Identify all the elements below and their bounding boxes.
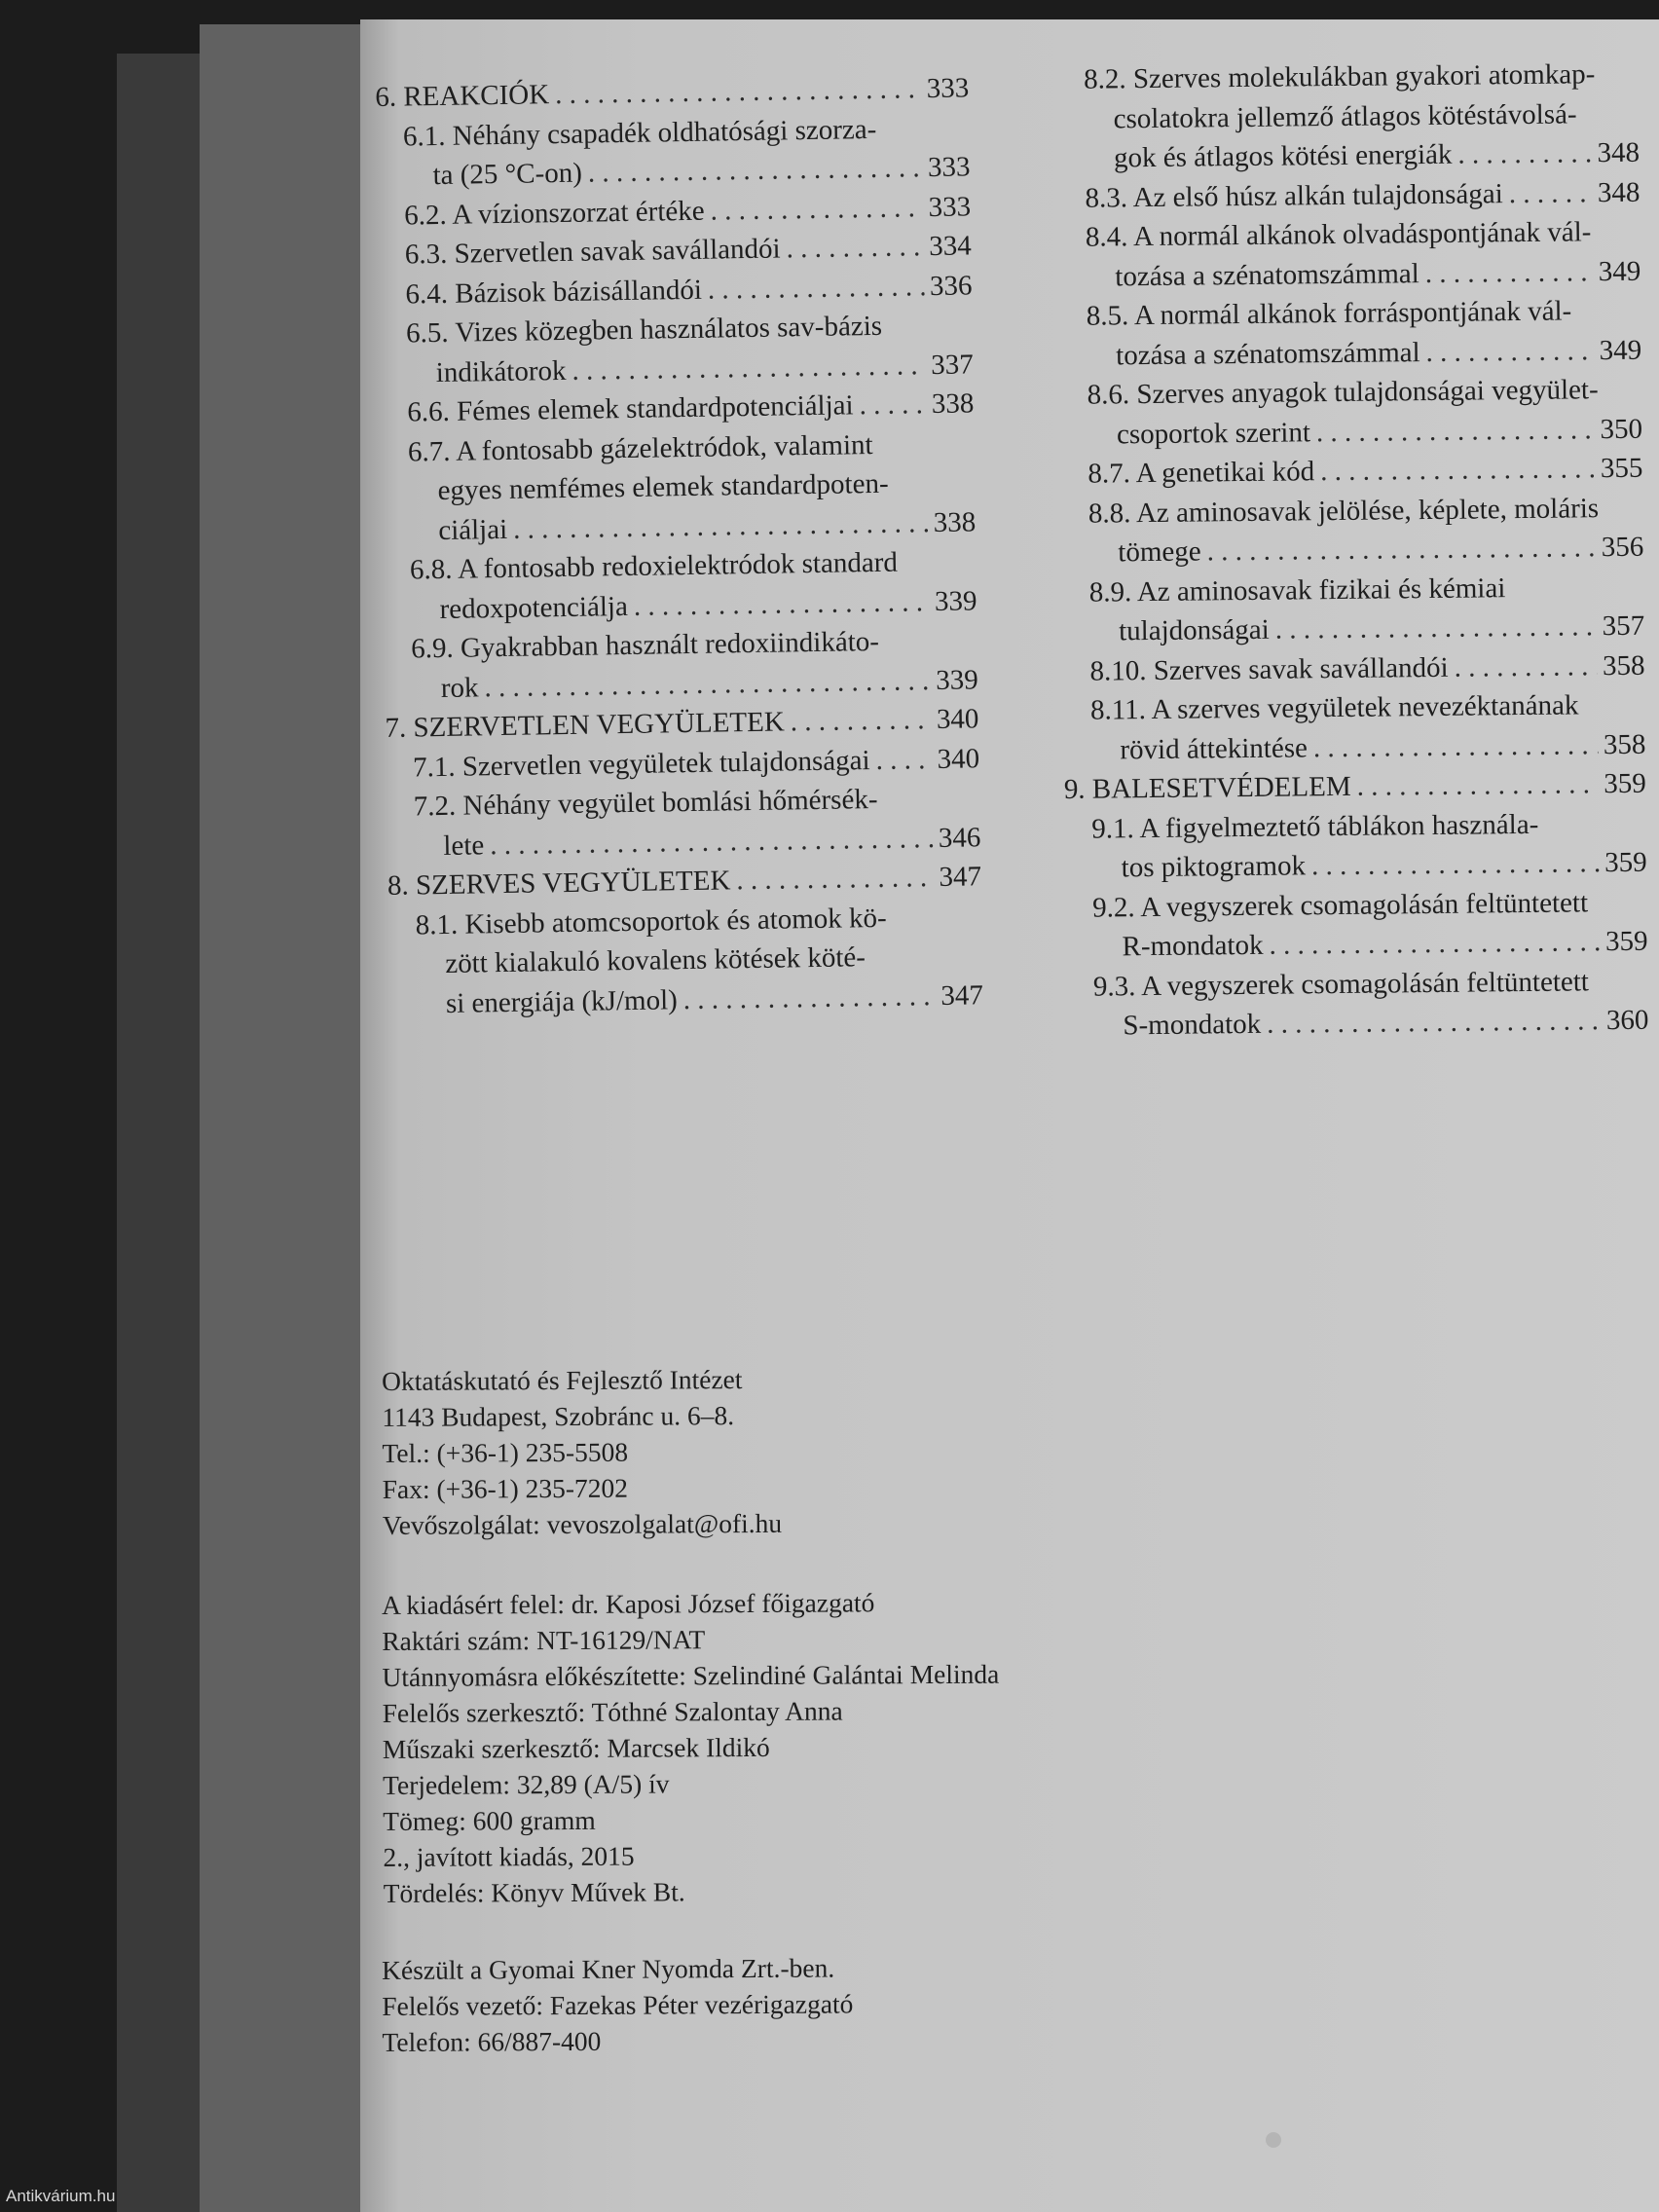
toc-page-number: 350 <box>1600 413 1643 445</box>
toc-entry-title: 8. SZERVES VEGYÜLETEK <box>387 865 731 902</box>
colophon-line: Műszaki szerkesztő: Marcsek Ildikó <box>382 1731 770 1764</box>
toc-entry <box>1060 449 1642 495</box>
toc-leader-dots <box>859 385 926 425</box>
toc-leader-dots <box>682 977 935 1020</box>
toc-section <box>1065 922 1647 968</box>
toc-entry <box>1056 55 1640 179</box>
toc-entry <box>1064 803 1647 888</box>
toc-page-number: 337 <box>930 348 974 381</box>
toc-leader-dots <box>633 582 929 626</box>
toc-entry-title: rövid áttekintése <box>1120 731 1309 765</box>
toc-page-number: 347 <box>940 978 984 1012</box>
toc-entry <box>1058 212 1641 297</box>
toc-column-right <box>1056 55 1649 1047</box>
toc-entry <box>376 108 971 197</box>
toc-leader-dots <box>1269 922 1600 965</box>
book-page <box>360 19 1659 2212</box>
toc-section <box>1059 330 1641 376</box>
colophon-line: Tördelés: Könyv Művek Bt. <box>383 1876 685 1908</box>
toc-entry <box>1061 488 1644 572</box>
toc-entry-title: 9. BALESETVÉDELEM <box>1063 770 1351 805</box>
colophon-line: A kiadásért felel: dr. Kaposi József főigazgató <box>382 1587 875 1620</box>
toc-leader-dots <box>1313 725 1598 768</box>
toc-entry-title: 6. REAKCIÓK <box>375 79 550 113</box>
toc-entry-title: 6.3. Szervetlen savak savállandói <box>404 233 781 271</box>
toc-leader-dots <box>1425 252 1593 293</box>
toc-entry-title: 6.4. Bázisok bázisállandói <box>405 274 703 311</box>
toc-page-number: 339 <box>934 584 977 617</box>
toc-page-number: 334 <box>929 230 973 263</box>
toc-leader-dots <box>1454 646 1597 687</box>
toc-section <box>1057 133 1640 179</box>
colophon-line: Utánnyomásra előkészítette: Szelindiné Galántai Melinda <box>382 1658 1000 1692</box>
colophon-line: Tömeg: 600 gramm <box>383 1804 596 1836</box>
toc-leader-dots <box>555 69 921 114</box>
toc-entry-title: S-mondatok <box>1123 1008 1262 1042</box>
toc-page-number: 349 <box>1598 255 1641 287</box>
toc-entry-line: csolatokra jellemző átlagos kötéstávolsá- <box>1113 97 1577 134</box>
toc-entry-line: 9.2. A vegyszerek csomagolásán feltüntetett <box>1091 886 1589 924</box>
toc-page-number: 358 <box>1602 649 1645 682</box>
toc-chapter <box>1064 764 1646 810</box>
toc-section <box>1062 645 1644 691</box>
toc-page-number: 356 <box>1601 531 1644 564</box>
toc-page-number: 348 <box>1597 136 1641 169</box>
toc-entry-line: egyes nemfémes elemek standardpoten- <box>437 467 889 507</box>
colophon-line: 2., javított kiadás, 2015 <box>383 1840 635 1872</box>
book-edge-spine <box>200 24 365 2212</box>
toc-leader-dots <box>736 858 934 901</box>
toc-page-number: 336 <box>929 269 973 302</box>
toc-entry-line: 8.2. Szerves molekulákban gyakori atomkap- <box>1084 58 1596 95</box>
publisher-address-block <box>382 1361 782 1543</box>
publisher-line: 1143 Budapest, Szobránc u. 6–8. <box>382 1400 735 1432</box>
toc-section <box>1060 409 1642 455</box>
toc-entry-line: 8.11. A szerves vegyületek nevezéktanának <box>1089 689 1579 726</box>
toc-entry-title: ta (25 °C-on) <box>432 157 583 192</box>
toc-entry-title: redoxpotenciálja <box>439 590 629 625</box>
toc-entry-title: 8.3. Az első húsz alkán tulajdonságai <box>1085 177 1503 214</box>
colophon-block <box>382 1584 1001 1911</box>
toc-page-number: 346 <box>938 821 981 854</box>
toc-page-number: 333 <box>927 151 971 184</box>
toc-entry <box>1065 882 1648 967</box>
publisher-line: Fax: (+36-1) 235-7202 <box>382 1472 629 1504</box>
toc-entry-line: 9.3. A vegyszerek csomagolásán feltüntetett <box>1092 965 1590 1003</box>
toc-entry-title: R-mondatok <box>1122 929 1264 963</box>
toc-leader-dots <box>1320 449 1595 491</box>
toc-leader-dots <box>790 700 931 742</box>
toc-section <box>1058 251 1641 297</box>
toc-page-number: 340 <box>937 742 980 775</box>
toc-page-number: 340 <box>936 703 979 736</box>
toc-page-number: 360 <box>1605 1004 1649 1037</box>
toc-entry <box>1066 961 1649 1046</box>
toc-entry <box>1062 645 1644 691</box>
toc-leader-dots <box>1425 331 1593 372</box>
toc-entry-title: 7.1. Szervetlen vegyületek tulajdonságai <box>412 744 870 783</box>
toc-page-number: 339 <box>936 663 979 696</box>
toc-entry-title: tulajdonságai <box>1118 613 1270 647</box>
toc-entry-title: 8.10. Szerves savak savállandói <box>1089 651 1449 687</box>
toc-page-number: 355 <box>1600 452 1643 485</box>
page-smudge <box>1266 2132 1281 2148</box>
toc-entry-title: lete <box>443 829 485 862</box>
toc-entry <box>387 897 983 1024</box>
toc-page-number: 359 <box>1604 925 1648 958</box>
toc-entry-line: 6.9. Gyakrabban használt redoxiindikáto- <box>410 625 880 665</box>
toc-leader-dots <box>571 346 925 390</box>
toc-entry-line: 6.7. A fontosabb gázelektródok, valamint <box>407 428 873 468</box>
toc-entry <box>383 541 977 630</box>
toc-entry-line: 8.4. A normál alkánok olvadáspontjának vál- <box>1085 216 1592 253</box>
toc-section <box>1062 607 1644 652</box>
toc-page-number: 338 <box>933 505 977 538</box>
printer-line: Készült a Gyomai Kner Nyomda Zrt.-ben. <box>382 1952 835 1985</box>
toc-leader-dots <box>1316 410 1595 452</box>
toc-entry <box>384 620 978 709</box>
toc-page-number: 333 <box>928 190 972 223</box>
toc-entry <box>1064 764 1646 810</box>
toc-page-number: 348 <box>1597 176 1641 208</box>
toc-leader-dots <box>875 740 932 780</box>
publisher-line: Oktatáskutató és Fejlesztő Intézet <box>382 1364 743 1396</box>
toc-section <box>389 976 984 1024</box>
toc-entry <box>381 424 977 551</box>
toc-section <box>1057 172 1640 218</box>
toc-entry-line: 8.9. Az aminosavak fizikai és kémiai <box>1088 571 1506 608</box>
toc-section <box>1060 449 1642 495</box>
printer-line: Telefon: 66/887-400 <box>382 2025 602 2057</box>
toc-entry-title: csoportok szerint <box>1116 416 1311 450</box>
toc-entry-title: 7. SZERVETLEN VEGYÜLETEK <box>385 706 786 744</box>
toc-entry <box>1059 370 1642 455</box>
toc-page-number: 359 <box>1604 846 1647 879</box>
toc-page-number: 358 <box>1603 728 1646 760</box>
toc-entry-line: 6.5. Vizes közegben használatos sav-bázis <box>405 310 883 350</box>
toc-entry <box>1063 685 1646 770</box>
toc-entry-line: 7.2. Néhány vegyület bomlási hőmérsék- <box>413 783 878 823</box>
toc-entry-line: 8.1. Kisebb atomcsoportok és atomok kö- <box>415 902 887 940</box>
toc-column-left <box>375 68 983 1023</box>
toc-leader-dots <box>1509 173 1593 213</box>
toc-entry-title: 6.6. Fémes elemek standardpotenciáljai <box>407 389 854 428</box>
toc-section <box>1064 843 1646 889</box>
watermark: Antikvárium.hu <box>6 2187 116 2205</box>
toc-section <box>1061 528 1643 573</box>
toc-leader-dots <box>513 503 928 549</box>
toc-entry-title: 8.7. A genetikai kód <box>1088 456 1315 490</box>
colophon-line: Terjedelem: 32,89 (A/5) ív <box>382 1768 670 1800</box>
toc-leader-dots <box>786 227 923 269</box>
toc-entry-line: 8.6. Szerves anyagok tulajdonságai vegyület- <box>1087 374 1599 411</box>
toc-entry-line: zött kialakuló kovalens kötések köté- <box>445 941 866 979</box>
toc-entry <box>1057 172 1640 218</box>
toc-entry-title: gok és átlagos kötési energiák <box>1113 138 1453 174</box>
toc-entry-title: tos piktogramok <box>1121 850 1307 884</box>
printer-line: Felelős vezető: Fazekas Péter vezérigazgató <box>382 1988 854 2021</box>
colophon-line: Felelős szerkesztő: Tóthné Szalontay Anna <box>382 1695 843 1728</box>
toc-entry <box>386 778 980 866</box>
toc-leader-dots <box>1275 607 1597 649</box>
publisher-line: Vevőszolgálat: vevoszolgalat@ofi.hu <box>382 1507 783 1540</box>
toc-entry-title: si energiája (kJ/mol) <box>445 983 679 1019</box>
toc-entry-title: rok <box>440 671 479 704</box>
toc-leader-dots <box>1206 528 1596 571</box>
toc-leader-dots <box>1457 133 1592 174</box>
toc-leader-dots <box>484 661 930 708</box>
toc-entry-title: indikátorok <box>435 354 567 388</box>
toc-leader-dots <box>710 188 923 231</box>
printer-block <box>382 1949 854 2060</box>
toc-page-number: 338 <box>931 387 975 421</box>
toc-page-number: 333 <box>926 72 970 105</box>
toc-entry-line: 8.5. A normál alkánok forráspontjának vál- <box>1086 295 1572 332</box>
toc-leader-dots <box>588 148 923 193</box>
toc-entry-title: tozása a szénatomszámmal <box>1115 257 1419 292</box>
toc-entry-title: tozása a szénatomszámmal <box>1116 336 1420 371</box>
toc-entry-line: 8.8. Az aminosavak jelölése, képlete, moláris <box>1088 492 1600 530</box>
toc-entry-line: 9.1. A figyelmeztető táblákon használa- <box>1091 808 1539 845</box>
toc-entry <box>379 305 974 393</box>
toc-leader-dots <box>1356 764 1598 806</box>
publisher-line: Tel.: (+36-1) 235-5508 <box>382 1436 629 1468</box>
toc-page-number: 359 <box>1604 767 1646 800</box>
toc-leader-dots <box>1311 843 1600 886</box>
toc-leader-dots <box>708 267 925 310</box>
toc-entry-title: 6.2. A vízionszorzat értéke <box>403 195 705 232</box>
toc-page-number: 349 <box>1599 334 1642 366</box>
toc-page-number: 357 <box>1602 609 1645 643</box>
toc-entry <box>1059 291 1642 376</box>
toc-section <box>1066 1001 1648 1047</box>
toc-section <box>1063 724 1645 770</box>
toc-leader-dots <box>1267 1001 1601 1044</box>
toc-entry <box>1062 567 1645 651</box>
toc-leader-dots <box>490 819 933 866</box>
colophon-line: Raktári szám: NT-16129/NAT <box>382 1624 706 1656</box>
toc-entry-title: ciáljai <box>438 513 508 546</box>
toc-entry-line: 6.1. Néhány csapadék oldhatósági szorza- <box>402 113 877 153</box>
toc-page-number: 347 <box>939 861 982 893</box>
toc-entry-line: 6.8. A fontosabb redoxielektródok standard <box>409 546 899 586</box>
toc-entry-title: tömege <box>1118 535 1201 569</box>
